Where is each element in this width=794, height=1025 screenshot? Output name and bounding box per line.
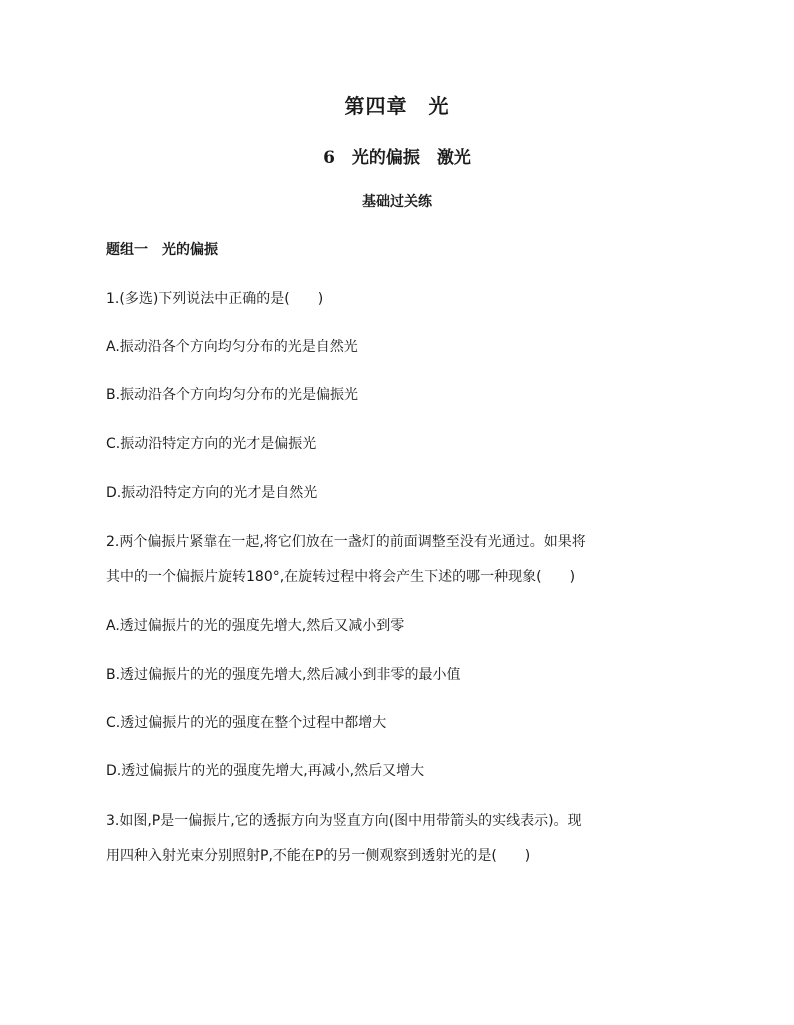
- question-2-option-c: C.透过偏振片的光的强度在整个过程中都增大: [106, 715, 387, 731]
- question-2-option-d: D.透过偏振片的光的强度先增大,再减小,然后又增大: [106, 763, 425, 779]
- question-1-option-c: C.振动沿特定方向的光才是偏振光: [106, 436, 317, 452]
- question-2-option-b: B.透过偏振片的光的强度先增大,然后减小到非零的最小值: [106, 667, 461, 683]
- question-1-stem: 1.(多选)下列说法中正确的是( ): [106, 291, 324, 307]
- question-2-stem-line-2: 其中的一个偏振片旋转180°,在旋转过程中将会产生下述的哪一种现象( ): [106, 569, 576, 585]
- question-1-option-a: A.振动沿各个方向均匀分布的光是自然光: [106, 339, 358, 355]
- group-title: 题组一 光的偏振: [106, 242, 218, 258]
- section-title: 6 光的偏振 激光: [323, 148, 471, 168]
- question-3-stem-line-1: 3.如图,P是一偏振片,它的透振方向为竖直方向(图中用带箭头的实线表示)。现: [106, 813, 582, 829]
- subsection-title: 基础过关练: [362, 194, 432, 210]
- question-1-option-d: D.振动沿特定方向的光才是自然光: [106, 485, 318, 501]
- question-2-option-a: A.透过偏振片的光的强度先增大,然后又减小到零: [106, 618, 405, 634]
- chapter-title: 第四章 光: [344, 94, 450, 118]
- question-2-stem-line-1: 2.两个偏振片紧靠在一起,将它们放在一盏灯的前面调整至没有光通过。如果将: [106, 534, 586, 550]
- question-3-stem-line-2: 用四种入射光束分别照射P,不能在P的另一侧观察到透射光的是( ): [106, 848, 531, 864]
- question-1-option-b: B.振动沿各个方向均匀分布的光是偏振光: [106, 387, 359, 403]
